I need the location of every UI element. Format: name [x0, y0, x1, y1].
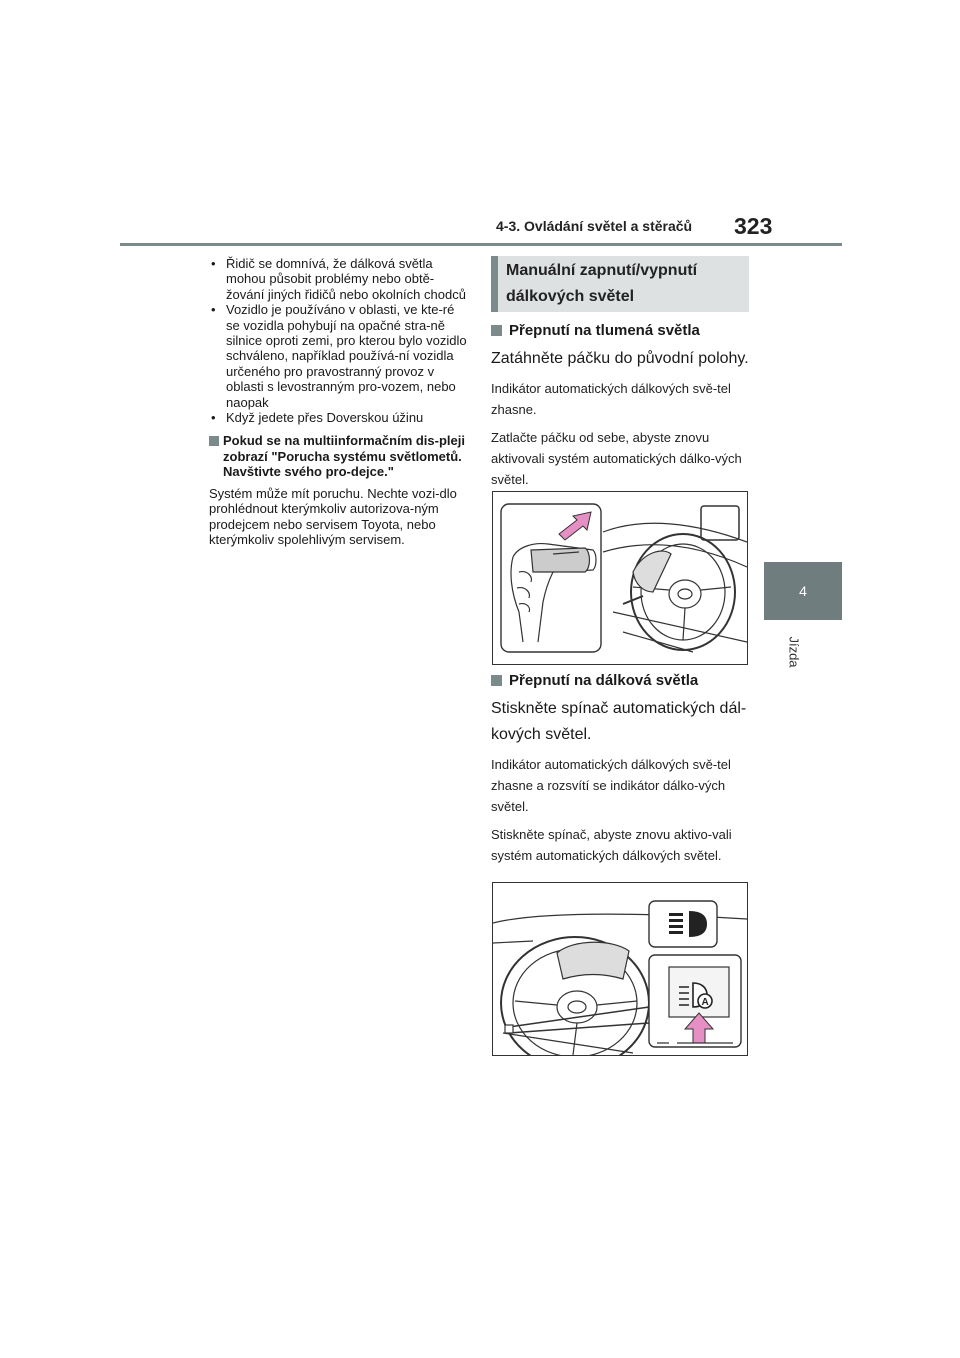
high-beam-instruction: Stiskněte spínač automatických dál-kových světel.	[491, 700, 747, 743]
high-beam-block	[491, 671, 753, 866]
chapter-label	[784, 632, 804, 672]
section-heading-box	[491, 256, 749, 312]
svg-text:A: A	[701, 997, 709, 1008]
high-beam-heading	[491, 671, 753, 691]
section-heading-line2: dálkových světel	[506, 288, 635, 305]
low-beam-block	[491, 321, 753, 490]
square-bullet-icon	[491, 325, 502, 336]
list-item: • Vozidlo je používáno v oblasti, ve kte-ré se vozidla pohybují na opačné stra-ně silnice oproti zemi, pro kterou bylo vozidlo schváleno, například používá-ní vozidla určeného pro pravostranný provoz v oblasti s levostranným pro-vozem, nebo naopak	[209, 302, 467, 410]
high-beam-heading-text: Přepnutí na dálková světla	[509, 672, 699, 689]
square-bullet-icon	[209, 436, 219, 446]
notice-heading	[209, 433, 467, 479]
low-beam-heading-text: Přepnutí na tlumená světla	[509, 322, 700, 339]
square-bullet-icon	[491, 675, 502, 686]
notice-heading-text: Pokud se na multiinformačním dis-pleji zobrazí "Porucha systému světlometů. Navštivte svého pro-dejce."	[223, 433, 465, 480]
header-rule	[120, 243, 842, 246]
low-beam-note-2: Zatlačte páčku od sebe, abyste znovu aktivovali systém automatických dálko-vých světel.	[491, 430, 742, 487]
low-beam-note-1: Indikátor automatických dálkových svě-tel zhasne.	[491, 381, 731, 417]
page-number: 323	[734, 213, 773, 239]
chapter-tab[interactable]	[764, 562, 842, 620]
chapter-number: 4	[799, 583, 807, 599]
chapter-name: Jízda	[786, 636, 802, 668]
list-item: • Řidič se domnívá, že dálková světla mohou působit problémy nebo obtě-žování jiných řidičů nebo okolních chodců	[209, 256, 467, 302]
section-heading-line1: Manuální zapnutí/vypnutí	[506, 262, 698, 279]
switch-illustration	[492, 882, 748, 1056]
list-item: • Když jedete přes Doverskou úžinu	[209, 410, 467, 425]
notice-text: Systém může mít poruchu. Nechte vozi-dlo prohlédnout kterýmkoliv autorizova-ným prodejcem nebo servisem Toyota, nebo kterýmkoliv spolehlivým servisem.	[209, 485, 457, 547]
high-beam-note-1: Indikátor automatických dálkových svě-tel zhasne a rozsvítí se indikátor dálko-vých světel.	[491, 757, 731, 814]
condition-list	[209, 256, 467, 425]
low-beam-heading	[491, 321, 753, 341]
lever-illustration	[492, 491, 748, 665]
left-column	[209, 256, 467, 547]
low-beam-instruction: Zatáhněte páčku do původní polohy.	[491, 350, 749, 367]
high-beam-note-2: Stiskněte spínač, abyste znovu aktivo-vali systém automatických dálkových světel.	[491, 827, 732, 863]
section-title: 4-3. Ovládání světel a stěračů	[496, 218, 693, 234]
